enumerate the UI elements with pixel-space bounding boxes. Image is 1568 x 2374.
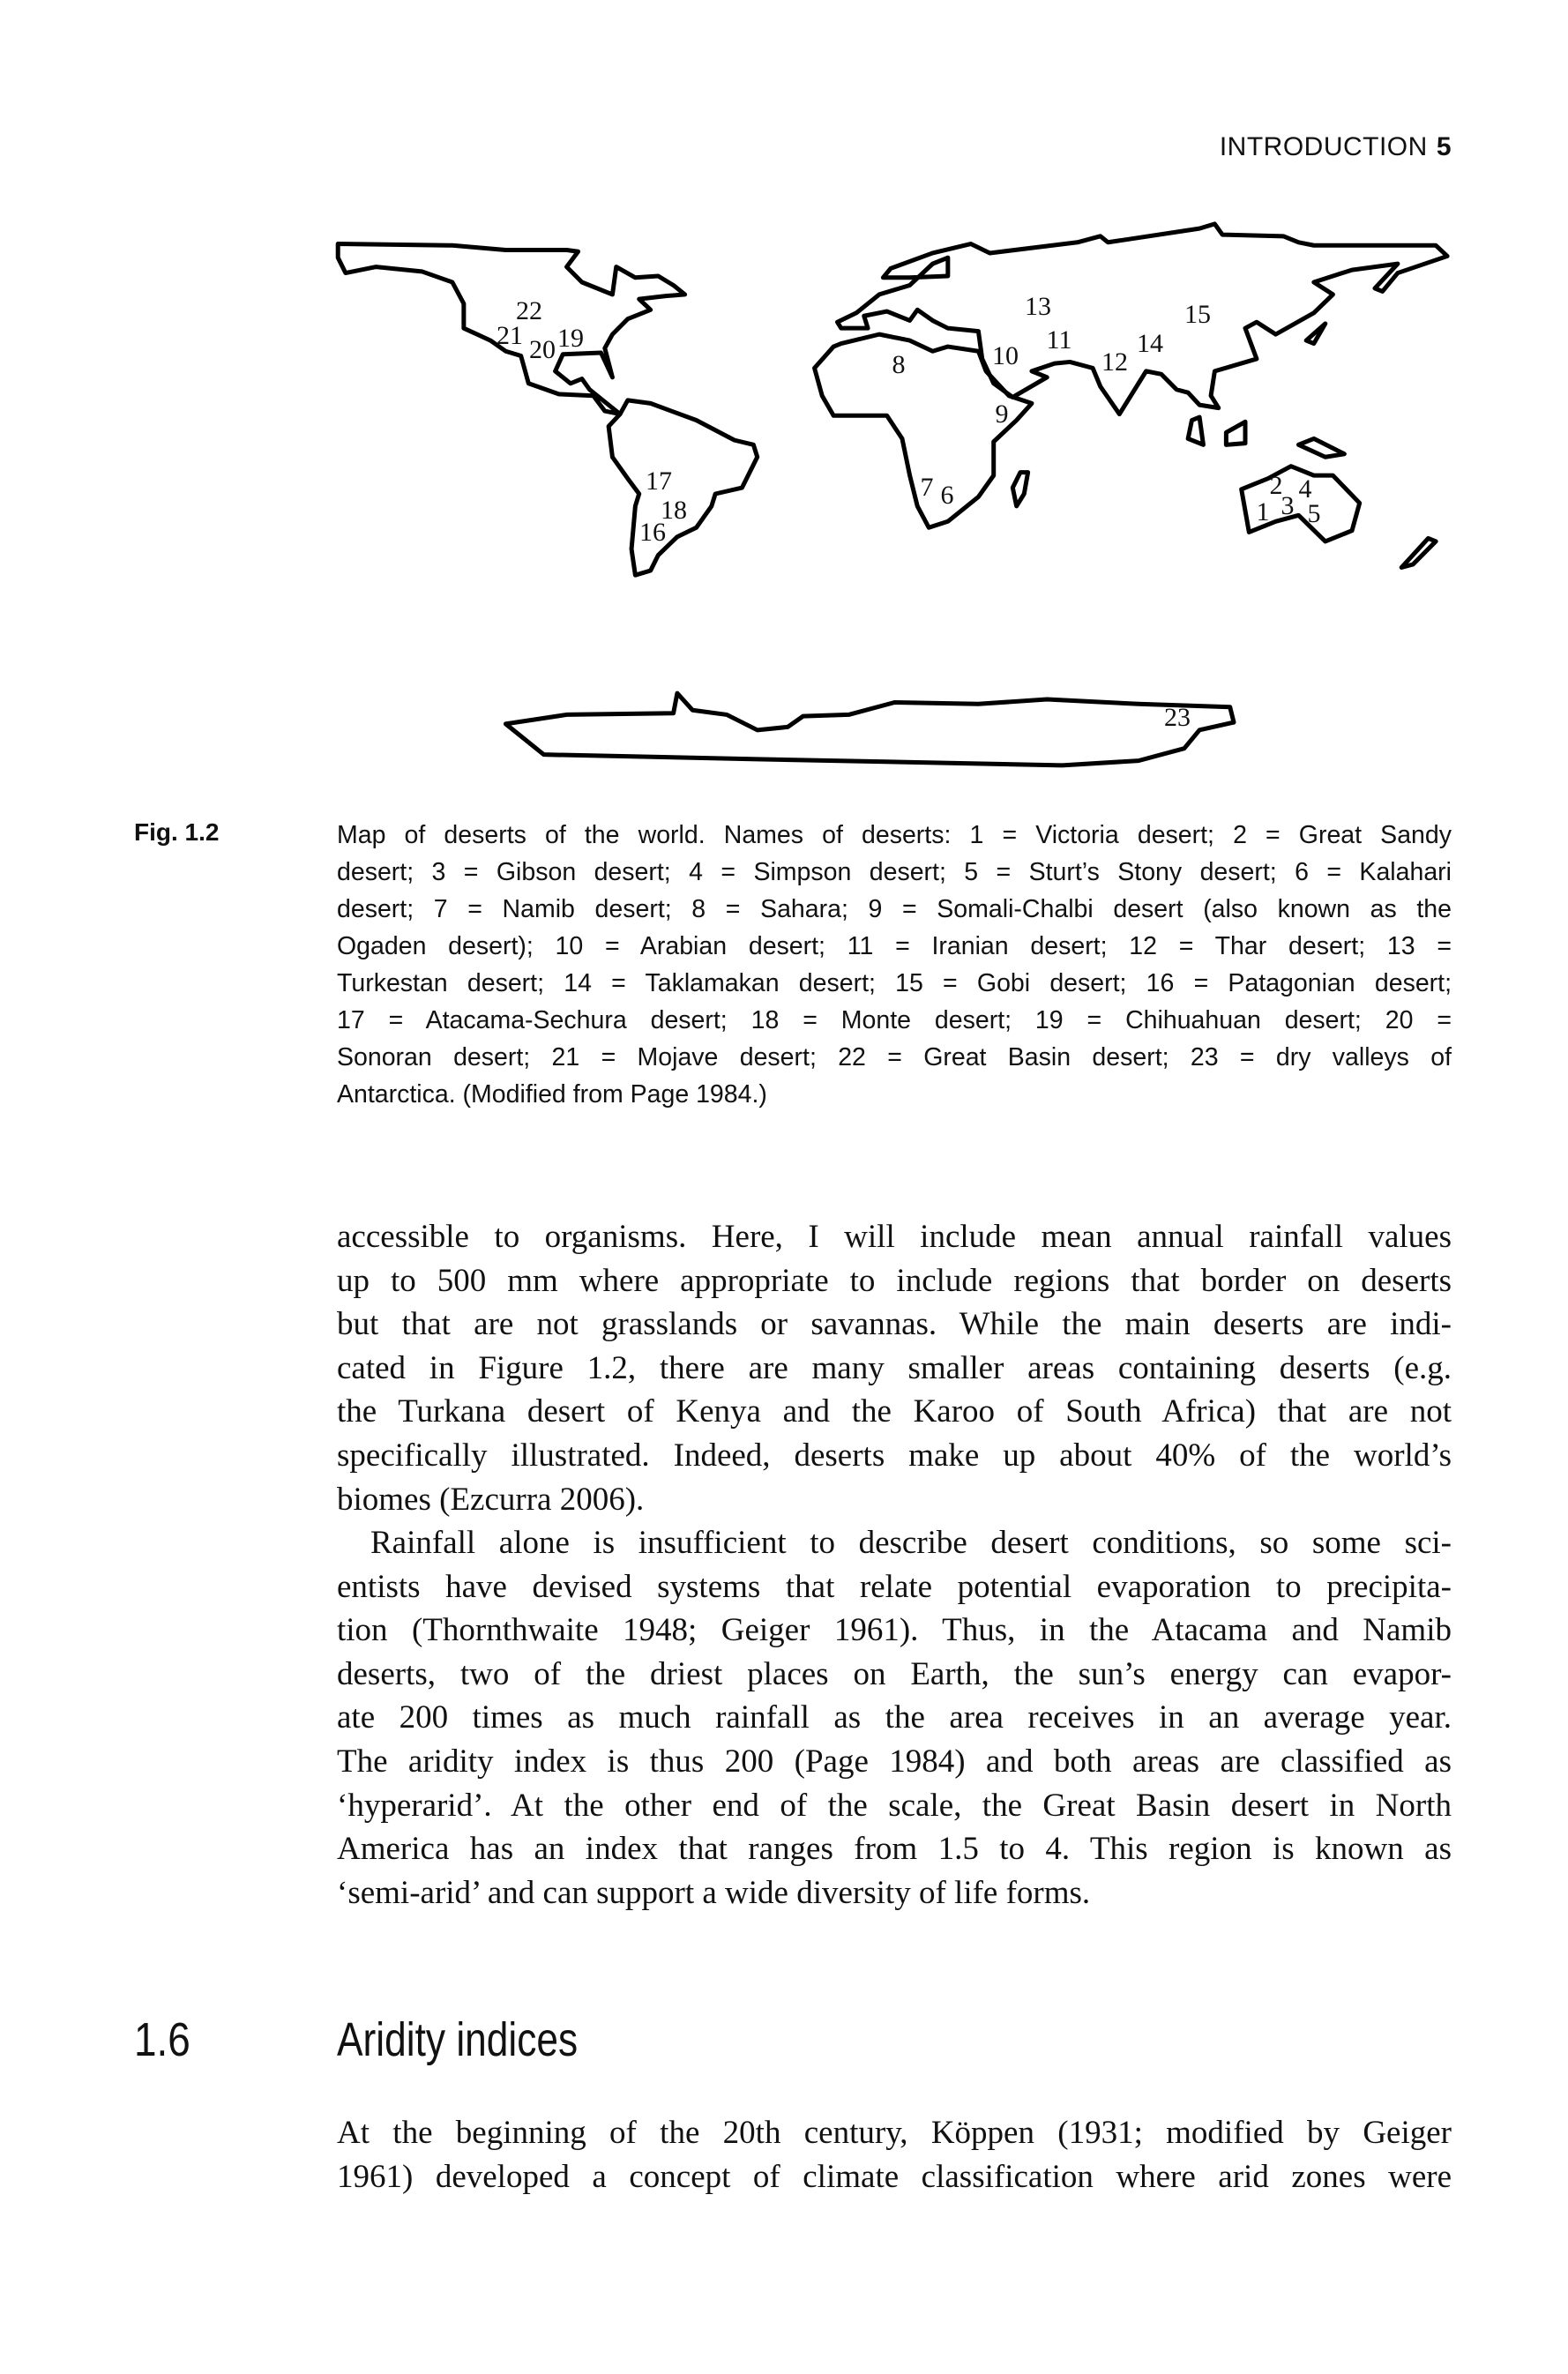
caption-line: Ogaden desert); 10 = Arabian desert; 11 = Iranian desert; 12 = Thar desert; 13 = — [337, 932, 1452, 960]
text-line: tion (Thornthwaite 1948; Geiger 1961). Thus, in the Atacama and Namib — [337, 1612, 1452, 1649]
text-line: The aridity index is thus 200 (Page 1984) and both areas are classified as — [337, 1743, 1452, 1780]
caption-line: Turkestan desert; 14 = Taklamakan desert; 15 = Gobi desert; 16 = Patagonian desert; — [337, 969, 1452, 997]
borneo-outline — [1226, 422, 1245, 444]
map-label-10: 10 — [992, 341, 1019, 370]
map-label-7: 7 — [920, 473, 934, 502]
map-label-3: 3 — [1281, 491, 1295, 520]
caption-line: Antarctica. (Modified from Page 1984.) — [337, 1080, 767, 1109]
text-line: ‘hyperarid’. At the other end of the scale, the Great Basin desert in North — [337, 1787, 1452, 1824]
eurasia-outline — [837, 224, 1447, 414]
text-line: 1961) developed a concept of climate classification where arid zones were — [337, 2158, 1452, 2195]
new-guinea-outline — [1299, 438, 1345, 457]
map-label-21: 21 — [497, 321, 523, 350]
map-label-16: 16 — [639, 518, 666, 547]
figure-caption — [337, 817, 1452, 1113]
text-line: cated in Figure 1.2, there are many smaller areas containing deserts (e.g. — [337, 1349, 1452, 1386]
map-label-17: 17 — [646, 467, 672, 496]
map-label-22: 22 — [516, 296, 542, 325]
madagascar-outline — [1012, 473, 1027, 506]
caption-line: Map of deserts of the world. Names of deserts: 1 = Victoria desert; 2 = Great Sandy — [337, 821, 1452, 849]
running-header — [1220, 132, 1452, 162]
text-line: ate 200 times as much rainfall as the area receives in an average year. — [337, 1699, 1452, 1736]
text-line: ‘semi-arid’ and can support a wide diversity of life forms. — [337, 1874, 1091, 1911]
text-line: the Turkana desert of Kenya and the Karoo of South Africa) that are not — [337, 1393, 1452, 1430]
text-line: biomes (Ezcurra 2006). — [337, 1481, 645, 1518]
map-label-23: 23 — [1164, 703, 1191, 732]
page-number: 5 — [1436, 132, 1452, 161]
text-line: America has an index that ranges from 1.5 to 4. This region is known as — [337, 1831, 1452, 1868]
caption-line: desert; 3 = Gibson desert; 4 = Simpson desert; 5 = Sturt’s Stony desert; 6 = Kalahari — [337, 858, 1452, 886]
map-label-12: 12 — [1101, 347, 1128, 377]
map-label-11: 11 — [1046, 325, 1072, 355]
new-zealand-outline — [1401, 538, 1436, 567]
antarctica-outline — [505, 693, 1234, 765]
text-line: entists have devised systems that relate potential evaporation to precipita- — [337, 1568, 1452, 1605]
map-label-9: 9 — [995, 399, 1009, 429]
text-line: Rainfall alone is insufficient to describe desert conditions, so some sci- — [370, 1525, 1452, 1561]
map-label-13: 13 — [1025, 292, 1051, 321]
map-label-4: 4 — [1298, 474, 1312, 504]
map-label-6: 6 — [940, 481, 954, 510]
map-label-8: 8 — [892, 350, 906, 379]
text-line: up to 500 mm where appropriate to include regions that border on deserts — [337, 1262, 1452, 1299]
section-title: Aridity indices — [337, 2013, 579, 2066]
map-label-20: 20 — [529, 335, 556, 364]
text-line: specifically illustrated. Indeed, deserts make up about 40% of the world’s — [337, 1437, 1452, 1474]
caption-line: 17 = Atacama-Sechura desert; 18 = Monte desert; 19 = Chihuahuan desert; 20 = — [337, 1006, 1452, 1034]
text-line: deserts, two of the driest places on Earth, the sun’s energy can evapor- — [337, 1655, 1452, 1692]
map-label-15: 15 — [1184, 300, 1211, 329]
paragraph-3 — [337, 2111, 1452, 2199]
paragraph-1 — [337, 1215, 1452, 1521]
running-header-section: INTRODUCTION — [1219, 132, 1428, 161]
caption-line: Sonoran desert; 21 = Mojave desert; 22 = Great Basin desert; 23 = dry valleys of — [337, 1043, 1452, 1071]
japan-outline — [1306, 324, 1325, 344]
text-line: accessible to organisms. Here, I will include mean annual rainfall values — [337, 1219, 1452, 1255]
paragraph-2 — [337, 1521, 1452, 1915]
figure-label: Fig. 1.2 — [134, 818, 220, 846]
map-label-1: 1 — [1256, 497, 1270, 526]
map-label-18: 18 — [661, 496, 687, 525]
south-america-outline — [609, 400, 758, 575]
text-line: At the beginning of the 20th century, Köppen (1931; modified by Geiger — [337, 2115, 1452, 2151]
map-label-19: 19 — [557, 324, 584, 353]
section-number: 1.6 — [134, 2013, 190, 2066]
caption-line: desert; 7 = Namib desert; 8 = Sahara; 9 = Somali-Chalbi desert (also known as the — [337, 895, 1452, 923]
map-label-14: 14 — [1137, 329, 1163, 358]
map-label-2: 2 — [1269, 471, 1283, 500]
map-label-5: 5 — [1307, 499, 1321, 528]
text-line: but that are not grasslands or savannas. While the main deserts are indi- — [337, 1306, 1452, 1343]
sumatra-outline — [1188, 417, 1203, 444]
